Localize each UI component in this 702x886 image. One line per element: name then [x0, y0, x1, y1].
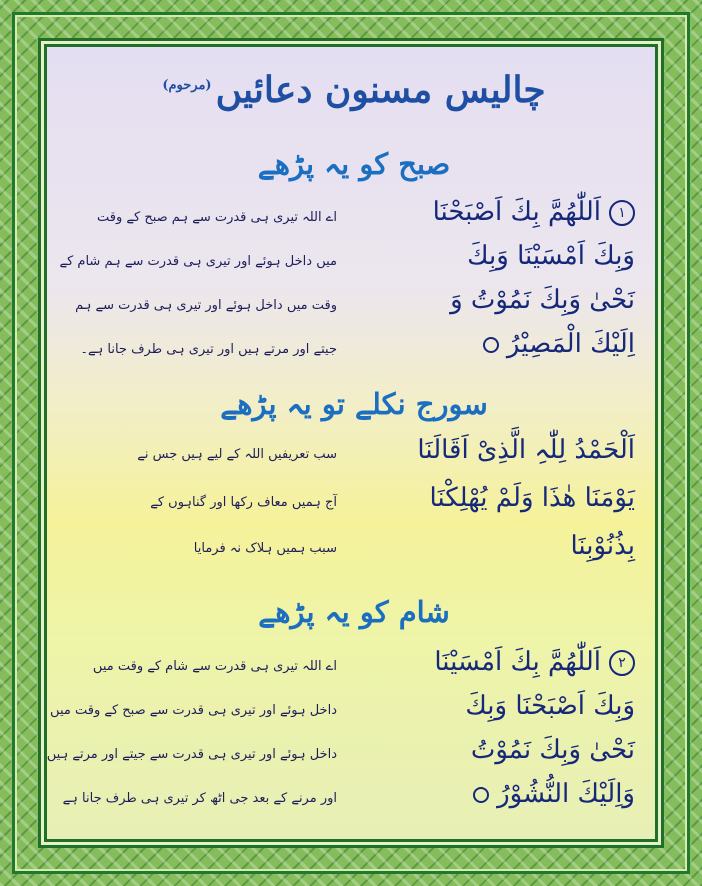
urdu-line: سب تعریفیں اللہ کے لیے ہیں جس نے: [137, 447, 337, 462]
urdu-line: جیتے اور مرتے ہیں اور تیری ہی طرف جانا ہے۔: [80, 342, 337, 357]
arabic-line: اَلْحَمْدُ لِلّٰہِ الَّذِیْ اَقَالَنَا: [417, 435, 635, 465]
content-panel: [44, 44, 658, 842]
urdu-line: اے اللہ تیری ہی قدرت سے شام کے وقت میں: [92, 659, 337, 674]
arabic-line: یَوْمَنَا ھٰذَا وَلَمْ یُھْلِکْنَا: [429, 483, 635, 513]
arabic-line: وَبِكَ اَصْبَحْنَا وَبِكَ: [465, 691, 635, 721]
arabic-text: وَاِلَیْكَ النُّشُوْرُ: [497, 779, 635, 809]
arabic-line: نَحْیٰ وَبِكَ نَمُوْتُ: [470, 735, 635, 765]
arabic-text: اَللّٰھُمَّ بِكَ اَمْسَیْنَا: [434, 647, 601, 677]
dua-number: ۲: [609, 650, 635, 676]
section-heading: سورج نکلے تو یہ پڑھے: [220, 387, 488, 421]
urdu-line: آج ہمیں معاف رکھا اور گناہوں کے: [150, 495, 337, 510]
arabic-line: نَحْیٰ وَبِكَ نَمُوْتُ وَ: [450, 285, 635, 315]
arabic-text: اِلَیْكَ الْمَصِیْرُ: [506, 329, 635, 359]
verse-end-icon: [473, 787, 489, 803]
arabic-text: اَللّٰھُمَّ بِكَ اَصْبَحْنَا: [432, 197, 601, 227]
section-heading: صبح کو یہ پڑھے: [257, 147, 451, 181]
urdu-line: اے اللہ تیری ہی قدرت سے ہم صبح کے وقت: [96, 210, 337, 225]
page-title: [87, 69, 621, 111]
arabic-line: [335, 779, 635, 809]
urdu-line: داخل ہوئے اور تیری ہی قدرت سے جیتے اور مرتے ہیں: [46, 747, 337, 762]
urdu-line: داخل ہوئے اور تیری ہی قدرت سے صبح کے وقت میں: [50, 703, 337, 718]
dua-number: ۱: [609, 200, 635, 226]
arabic-line: [335, 647, 635, 677]
urdu-line: میں داخل ہوئے اور تیری ہی قدرت سے ہم شام کے: [59, 254, 337, 269]
arabic-line: [335, 197, 635, 227]
section-heading: شام کو یہ پڑھے: [258, 595, 450, 629]
verse-end-icon: [483, 337, 499, 353]
arabic-line: بِذُنُوْبِنَا: [570, 531, 635, 561]
urdu-line: وقت میں داخل ہوئے اور تیری ہی قدرت سے ہم: [75, 298, 337, 313]
arabic-line: وَبِكَ اَمْسَیْنَا وَبِكَ: [467, 241, 635, 271]
urdu-line: سبب ہمیں ہلاک نہ فرمایا: [193, 541, 337, 556]
urdu-line: اور مرنے کے بعد جی اٹھ کر تیری ہی طرف جانا ہے: [62, 791, 337, 806]
title-text: چالیس مسنون دعائیں: [215, 69, 546, 111]
arabic-line: [335, 329, 635, 359]
title-tag: (مرحوم): [162, 78, 212, 93]
